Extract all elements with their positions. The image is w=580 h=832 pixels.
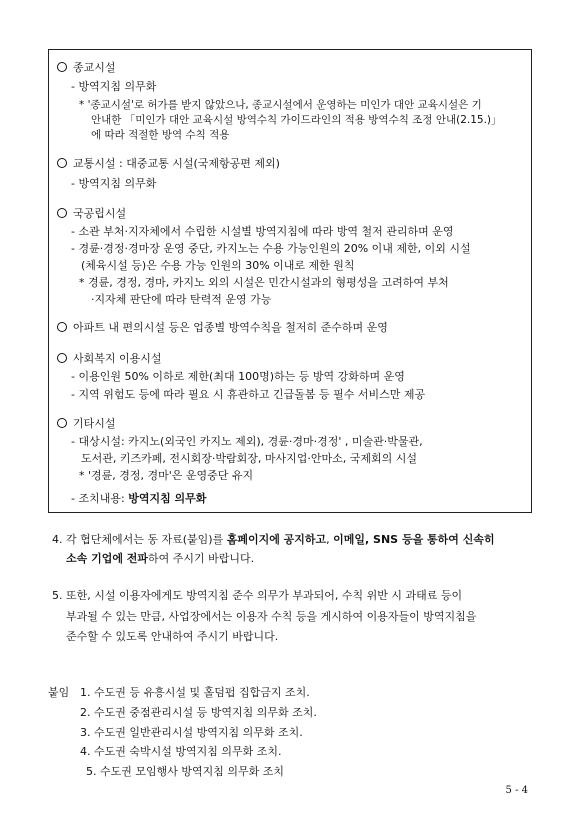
attachments-label: 붙임 bbox=[48, 686, 70, 699]
measures-box bbox=[48, 49, 532, 513]
attachment-item: 2. 수도권 중점관리시설 등 방역지침 의무화 조치. bbox=[80, 706, 317, 719]
paragraph-4-line-2: 소속 기업에 전파하여 주시기 바랍니다. bbox=[66, 552, 255, 565]
paragraph-5-line-2: 부과될 수 있는 만큼, 사업장에서는 이용자 수칙 등을 게시하여 이용자들이 방역지침을 bbox=[66, 610, 477, 623]
welfare-line-2: - 지역 위험도 등에 따라 필요 시 휴관하고 긴급돌봄 등 필수 서비스만 제공 bbox=[71, 388, 426, 401]
attachment-item: 4. 수도권 숙박시설 방역지침 의무화 조치. bbox=[80, 745, 282, 758]
transport-line-1: - 방역지침 의무화 bbox=[71, 177, 157, 190]
public-note-2: ·지자체 판단에 따라 탄력적 운영 가능 bbox=[91, 293, 272, 306]
paragraph-5-line-3: 준수할 수 있도록 안내하여 주시기 바랍니다. bbox=[66, 630, 279, 643]
public-line-1: - 소관 부처·지자체에서 수립한 시설별 방역지침에 따라 방역 철저 관리하며 운영 bbox=[71, 225, 454, 238]
religion-line-1: - 방역지침 의무화 bbox=[71, 80, 157, 93]
circle-bullet-icon bbox=[57, 62, 67, 72]
attachment-item: 3. 수도권 일반관리시설 방역지침 의무화 조치. bbox=[80, 726, 303, 739]
paragraph-5-line-1: 5. 또한, 시설 이용자에게도 방역지침 준수 의무가 부과되어, 수칙 위반 시 과태료 등이 bbox=[52, 589, 463, 602]
section-apartment: 아파트 내 편의시설 등은 업종별 방역수칙을 철저히 준수하며 운영 bbox=[57, 321, 388, 335]
section-welfare: 사회복지 이용시설 bbox=[57, 352, 162, 366]
paragraph-4-line-1: 4. 각 협단체에서는 동 자료(붙임)를 홈페이지에 공지하고, 이메일, SNS 등을 통하여 신속히 bbox=[52, 533, 495, 546]
section-public: 국공립시설 bbox=[57, 207, 126, 221]
section-other: 기타시설 bbox=[57, 417, 116, 431]
circle-bullet-icon bbox=[57, 158, 67, 168]
section-religion: 종교시설 bbox=[57, 61, 116, 75]
circle-bullet-icon bbox=[57, 322, 67, 332]
attachment-item: 1. 수도권 등 유흥시설 및 홀덤펍 집합금지 조치. bbox=[80, 686, 310, 699]
public-note-1: * 경륜, 경정, 경마, 카지노 외의 시설은 민간시설과의 형평성을 고려하여 부처 bbox=[79, 276, 449, 289]
religion-note-1: * '종교시설'로 허가를 받지 않았으나, 종교시설에서 운영하는 미인가 대안 교육시설은 기 bbox=[79, 99, 482, 111]
other-line-1: - 대상시설: 카지노(외국인 카지노 제외), 경륜·경마·경정' , 미술관·박물관, bbox=[71, 435, 423, 448]
page-number: 5 - 4 bbox=[505, 785, 528, 796]
religion-note-3: 에 따라 적절한 방역 수칙 적용 bbox=[91, 129, 230, 141]
other-line-2: 도서관, 키즈카페, 전시회장·박람회장, 마사지업·안마소, 국제회의 시설 bbox=[81, 452, 417, 465]
attachment-item: 5. 수도권 모임행사 방역지침 의무화 조치 bbox=[86, 765, 284, 778]
public-line-2: - 경륜·경정·경마장 운영 중단, 카지노는 수용 가능인원의 20% 이내 제한, 이외 시설 bbox=[71, 242, 471, 255]
welfare-line-1: - 이용인원 50% 이하로 제한(최대 100명)하는 등 방역 강화하며 운영 bbox=[71, 370, 405, 383]
other-line-3: - 조치내용: 방역지침 의무화 bbox=[71, 492, 207, 505]
public-line-3: (체육시설 등)은 수용 가능 인원의 30% 이내로 제한 원칙 bbox=[81, 259, 355, 272]
circle-bullet-icon bbox=[57, 208, 67, 218]
circle-bullet-icon bbox=[57, 418, 67, 428]
circle-bullet-icon bbox=[57, 353, 67, 363]
other-note-1: * '경륜, 경정, 경마'은 운영중단 유지 bbox=[79, 469, 254, 482]
religion-note-2: 안내한 「미인가 대안 교육시설 방역수칙 가이드라인의 적용 방역수칙 조정 안내(2.15.)」 bbox=[91, 114, 502, 126]
section-transport: 교통시설 : 대중교통 시설(국제항공편 제외) bbox=[57, 157, 280, 171]
